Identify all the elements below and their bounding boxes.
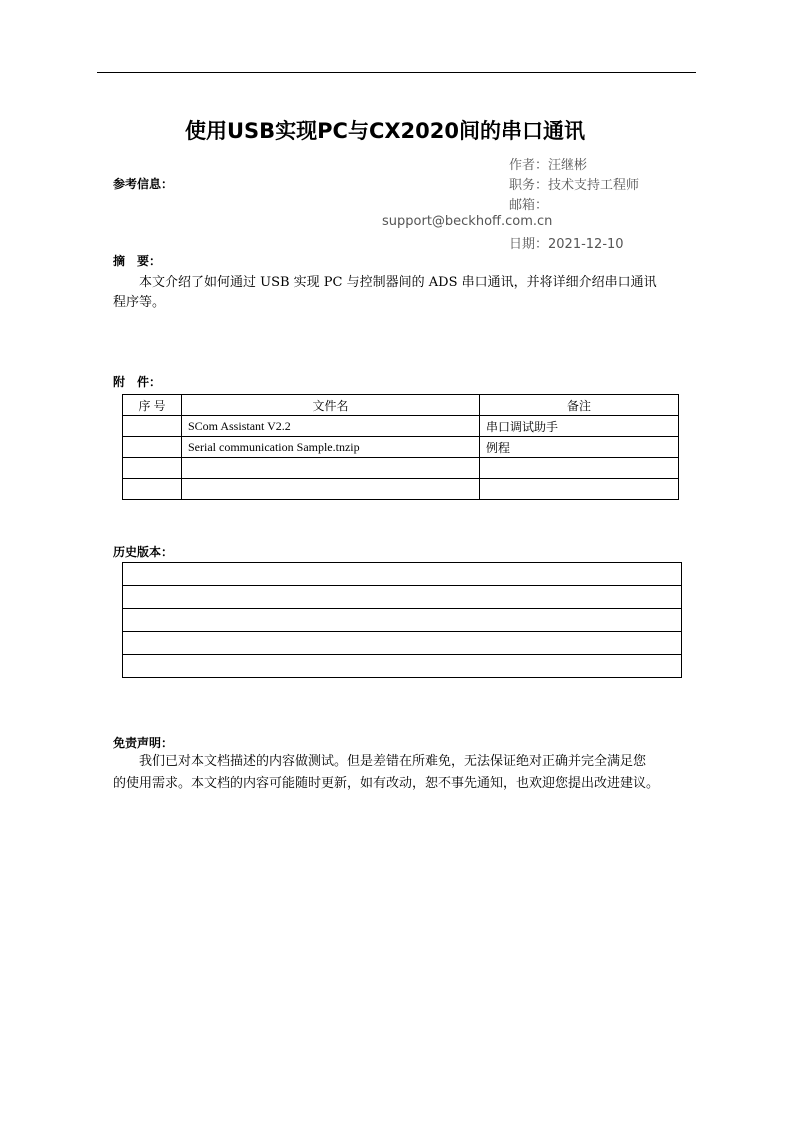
cell-filename: Serial communication Sample.tnzip (182, 437, 480, 458)
table-header-row (123, 395, 679, 416)
history-cell (123, 655, 682, 678)
disclaimer-label: 免责声明： (113, 736, 174, 750)
abstract-line-1: 本文介绍了如何通过 USB 实现 PC 与控制器间的 ADS 串口通讯，并将详细介绍串口通讯 (139, 275, 657, 290)
disclaimer-line-2: 的使用需求。本文档的内容可能随时更新，如有改动，恕不事先通知，也欢迎您提出改进建议。 (113, 776, 660, 791)
table-row (123, 437, 679, 458)
cell-filename (182, 458, 480, 479)
position: 职务：技术支持工程师 (509, 178, 640, 193)
page-title: 使用USB实现PC与CX2020间的串口通讯 (184, 119, 586, 143)
cell-index (123, 479, 182, 500)
table-row (123, 416, 679, 437)
history-cell (123, 563, 682, 586)
table-row (123, 655, 682, 678)
disclaimer-line-1: 我们已对本文档描述的内容做测试。但是差错在所难免，无法保证绝对正确并完全满足您 (139, 754, 647, 769)
email: support@beckhoff.com.cn (382, 214, 553, 229)
cell-filename: SCom Assistant V2.2 (182, 416, 480, 437)
table-row (123, 609, 682, 632)
table-row (123, 563, 682, 586)
cell-note (480, 479, 679, 500)
header-index: 序 号 (123, 395, 182, 416)
history-label: 历史版本： (113, 545, 174, 559)
reference-label: 参考信息： (113, 177, 174, 191)
table-row (123, 458, 679, 479)
header-rule (97, 72, 696, 73)
history-cell (123, 586, 682, 609)
abstract-label: 摘 要： (113, 254, 162, 268)
cell-note (480, 458, 679, 479)
cell-index (123, 458, 182, 479)
cell-filename (182, 479, 480, 500)
history-cell (123, 632, 682, 655)
attachments-table (122, 394, 679, 500)
table-row (123, 586, 682, 609)
header-filename: 文件名 (182, 395, 480, 416)
email-label: 邮箱： (509, 198, 549, 213)
history-table (122, 562, 682, 678)
cell-note: 串口调试助手 (480, 416, 679, 437)
table-row (123, 479, 679, 500)
abstract-line-2: 程序等。 (113, 295, 166, 310)
cell-note: 例程 (480, 437, 679, 458)
history-cell (123, 609, 682, 632)
header-note: 备注 (480, 395, 679, 416)
attachments-label: 附 件： (113, 375, 162, 389)
cell-index (123, 416, 182, 437)
cell-index (123, 437, 182, 458)
table-row (123, 632, 682, 655)
date: 日期：2021-12-10 (509, 237, 624, 252)
author: 作者：汪继彬 (509, 158, 588, 173)
